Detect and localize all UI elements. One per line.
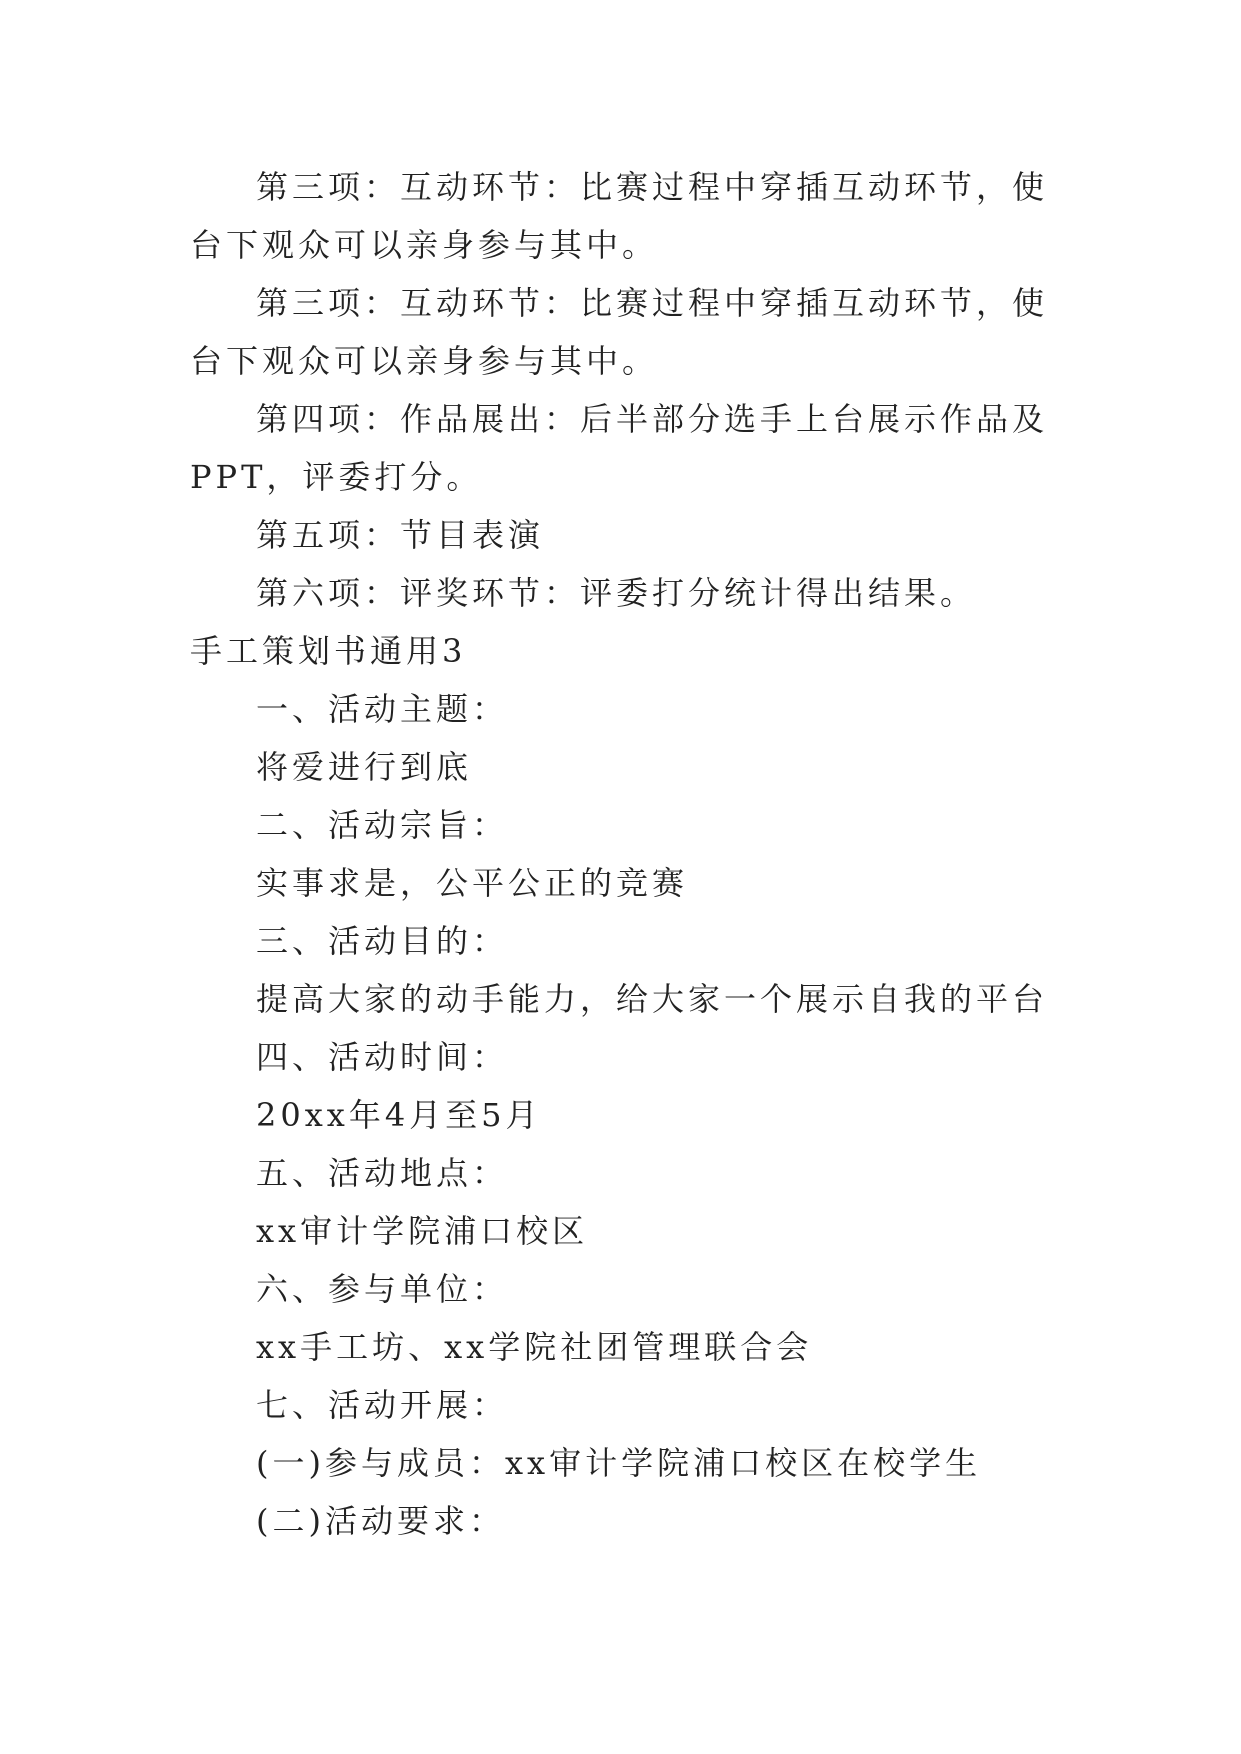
participants-heading: 六、参与单位：: [256, 1270, 509, 1308]
paragraph-item-4-exhibition: 第四项：作品展出：后半部分选手上台展示作品及PPT，评委打分。: [190, 400, 1049, 496]
document-body: [190, 158, 1060, 1550]
item-6-awards: 第六项：评奖环节：评委打分统计得出结果。: [256, 574, 977, 612]
item-5-performance: 第五项：节目表演: [256, 516, 545, 554]
requirements-line: (二)活动要求：: [256, 1502, 505, 1540]
members-line: (一)参与成员：xx审计学院浦口校区在校学生: [256, 1444, 982, 1482]
participants-value: xx手工坊、xx学院社团管理联合会: [256, 1328, 813, 1366]
activity-heading: 七、活动开展：: [256, 1386, 509, 1424]
purpose-heading: 二、活动宗旨：: [256, 806, 509, 844]
purpose-value: 实事求是，公平公正的竞赛: [256, 864, 689, 902]
section-heading: 手工策划书通用3: [190, 632, 467, 670]
location-heading: 五、活动地点：: [256, 1154, 509, 1192]
paragraph-item-3-interaction: 第三项：互动环节：比赛过程中穿插互动环节，使台下观众可以亲身参与其中。: [190, 168, 1049, 264]
time-value: 20xx年4月至5月: [256, 1096, 542, 1134]
goal-value: 提高大家的动手能力，给大家一个展示自我的平台: [256, 980, 1049, 1018]
goal-heading: 三、活动目的：: [256, 922, 509, 960]
theme-heading: 一、活动主题：: [256, 690, 509, 728]
time-heading: 四、活动时间：: [256, 1038, 509, 1076]
paragraph-item-3-interaction-repeat: 第三项：互动环节：比赛过程中穿插互动环节，使台下观众可以亲身参与其中。: [190, 284, 1049, 380]
theme-value: 将爱进行到底: [256, 748, 473, 786]
location-value: xx审计学院浦口校区: [256, 1212, 589, 1250]
